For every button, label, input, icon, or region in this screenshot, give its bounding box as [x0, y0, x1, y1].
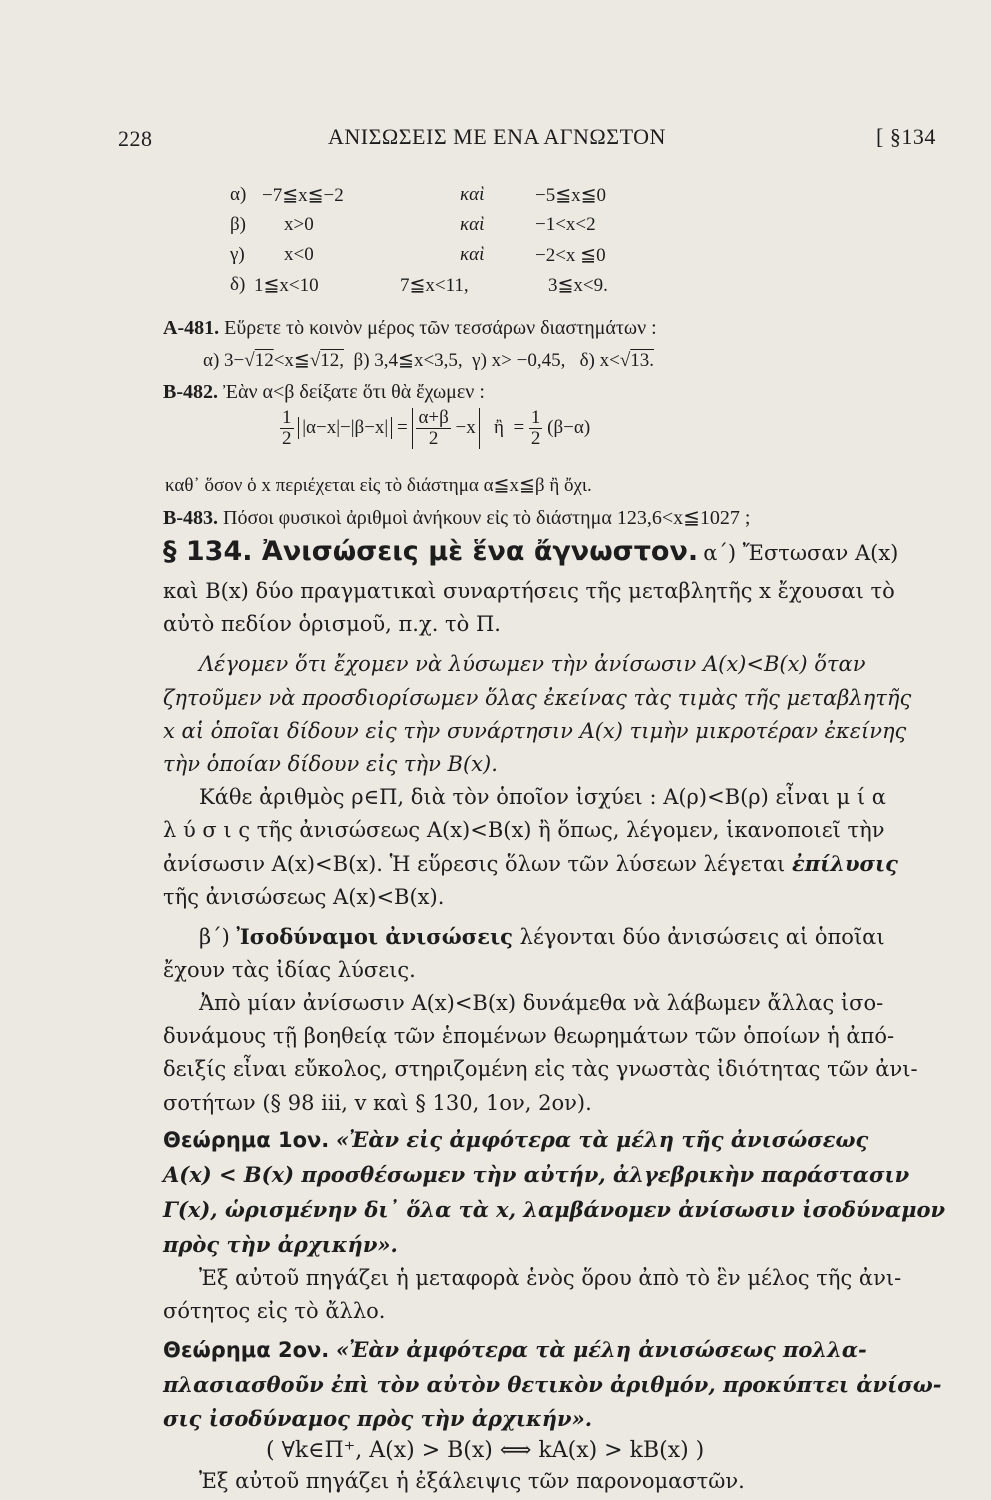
- definition-line: ζητοῦμεν νὰ προσδιορίσωμεν ὅλας ἐκείνας τὰς τιμὰς τῆς μεταβλητῆς: [163, 686, 912, 710]
- equivalent-line: [199, 924, 885, 949]
- exercise-b483: [163, 505, 750, 530]
- fraction-denominator: 2: [428, 427, 439, 449]
- corollary-line: σότητος εἰς τὸ ἄλλο.: [163, 1299, 386, 1323]
- theorem1-line: πρὸς τὴν ἀρχικήν».: [163, 1232, 398, 1257]
- fraction: [280, 408, 294, 449]
- pair-left: x>0: [284, 214, 314, 235]
- paragraph-line: δειξίς εἶναι εὔκολος, στηριζομένη εἰς τὰς γνωστὰς ἰδιότητας τῶν ἀνι-: [163, 1057, 918, 1081]
- paragraph-line: σοτήτων (§ 98 iii, v καὶ § 130, 1ον, 2ον).: [163, 1091, 592, 1115]
- pair-label: β): [230, 214, 246, 235]
- theorem-text: «Ἐὰν εἰς ἀμφότερα τὰ μέλη τῆς ἀνισώσεως: [335, 1127, 869, 1152]
- pair-label: δ): [230, 274, 246, 295]
- solution-line: [163, 851, 898, 876]
- equivalent-line: ἔχουν τὰς ἰδίας λύσεις.: [163, 958, 416, 982]
- theorem2-line: πλασιασθοῦν ἐπὶ τὸν αὐτὸν θετικὸν ἀριθμόν, προκύπτει ἀνίσω-: [163, 1372, 942, 1397]
- solution-line: Κάθε ἀριθμὸς ρ∈Π, διὰ τὸν ὁποῖον ἰσχύει : A(ρ)<B(ρ) εἶναι μ ί α: [199, 785, 886, 809]
- exercise-text: Πόσοι φυσικοὶ ἀριθμοὶ ἀνήκουν εἰς τὸ διάστημα 123,6<x≦1027 ;: [223, 507, 751, 529]
- exercise-b482-tail: καθ᾽ ὅσον ὁ x περιέχεται εἰς τὸ διάστημα α≦x≦β ἢ ὄχι.: [165, 475, 592, 496]
- pair-right: −1<x<2: [535, 214, 596, 235]
- sqrt-icon: √: [619, 350, 631, 371]
- exercise-b482: [163, 381, 485, 404]
- corollary-line: Ἐξ αὐτοῦ πηγάζει ἡ μεταφορὰ ἑνὸς ὅρου ἀπὸ τὸ ἓν μέλος τῆς ἀνι-: [199, 1266, 902, 1290]
- solution-line: τῆς ἀνισώσεως A(x)<B(x).: [163, 885, 445, 909]
- paragraph-line: Ἀπὸ μίαν ἀνίσωσιν A(x)<B(x) δυνάμεθα νὰ λάβωμεν ἄλλας ἰσο-: [199, 991, 884, 1015]
- pair-left: x<0: [284, 244, 314, 265]
- radicand: 12,: [320, 350, 345, 371]
- running-title: ΑΝΙΣΩΣΕΙΣ ΜΕ ΕΝΑ ΑΓΝΩΣΤΟΝ: [328, 124, 666, 149]
- fraction-numerator: 1: [530, 407, 541, 428]
- item-text: −x: [455, 416, 476, 438]
- section-heading-line: [163, 536, 898, 567]
- equals-sign: =: [396, 416, 408, 438]
- pair-right: −5≦x≦0: [535, 185, 607, 206]
- item-label: β΄): [199, 925, 230, 949]
- section-reference: [ §134: [876, 124, 936, 149]
- corollary-line: Ἐξ αὐτοῦ πηγάζει ἡ ἐξάλειψις τῶν παρονομαστῶν.: [199, 1469, 745, 1493]
- pair-label: γ): [230, 244, 245, 265]
- equivalent-text: λέγονται δύο ἀνισώσεις αἱ ὁποῖαι: [519, 925, 885, 949]
- section-line: καὶ B(x) δύο πραγματικαὶ συναρτήσεις τῆς μεταβλητῆς x ἔχουσαι τὸ: [163, 579, 895, 603]
- absolute-expression: |α−x|−|β−x|: [298, 417, 392, 439]
- theorem2-line: [163, 1337, 867, 1362]
- item-text: <x≦: [273, 350, 310, 371]
- section-line: αὐτὸ πεδίον ὁρισμοῦ, π.χ. τὸ Π.: [163, 612, 501, 636]
- fraction-numerator: α+β: [418, 407, 449, 428]
- item-text: (β−α): [547, 416, 591, 438]
- definition-line: Λέγομεν ὅτι ἔχομεν νὰ λύσωμεν τὴν ἀνίσωσιν A(x)<B(x) ὅταν: [199, 652, 866, 676]
- pair-conj: καὶ: [460, 214, 485, 235]
- item-text: δ) x<: [579, 350, 620, 371]
- pair-label: α): [230, 184, 247, 205]
- exercise-number: A-481.: [163, 317, 220, 339]
- pair-right: 3≦x<9.: [548, 275, 608, 296]
- fraction-denominator: 2: [530, 427, 541, 449]
- exercise-text: Ἐὰν α<β δείξατε ὅτι θὰ ἔχωμεν :: [223, 381, 485, 403]
- term-epilysis: ἐπίλυσις: [791, 851, 898, 876]
- paragraph-line: δυνάμους τῇ βοηθείᾳ τῶν ἑπομένων θεωρημάτων τῶν ὁποίων ἡ ἀπό-: [163, 1024, 895, 1048]
- definition-line: τὴν ὁποίαν δίδουν εἰς τὴν B(x).: [163, 752, 498, 776]
- fraction-denominator: 2: [282, 427, 292, 449]
- item-text: γ) x> −0,45,: [472, 350, 566, 371]
- sqrt-icon: √: [309, 350, 321, 371]
- exercise-number: B-482.: [163, 381, 218, 403]
- item-text: β) 3,4≦x<3,5,: [353, 350, 463, 371]
- item-text: 3−: [224, 350, 245, 371]
- absolute-fraction: [412, 408, 479, 449]
- sqrt-icon: √: [244, 350, 255, 371]
- pair-right: −2<x ≦0: [535, 245, 606, 266]
- exercise-text: Εὕρετε τὸ κοινὸν μέρος τῶν τεσσάρων διαστημάτων :: [224, 317, 657, 339]
- fraction-numerator: 1: [282, 407, 292, 428]
- item-label: α): [203, 350, 220, 371]
- section-title: § 134. Ἀνισώσεις μὲ ἕνα ἄγνωστον.: [163, 536, 699, 567]
- exercise-a481: [163, 317, 657, 340]
- solution-line: λ ύ σ ι ς τῆς ἀνισώσεως A(x)<B(x) ἢ ὅπως, λέγομεν, ἱκανοποιεῖ τὴν: [163, 818, 885, 842]
- theorem2-line: σις ἰσοδύναμος πρὸς τὴν ἀρχικήν».: [163, 1406, 593, 1431]
- theorem2-formula: ( ∀k∈Π⁺, A(x) > B(x) ⟺ kA(x) > kB(x) ): [266, 1438, 705, 1463]
- pair-conj: 7≦x<11,: [400, 275, 469, 296]
- theorem1-line: [163, 1127, 868, 1152]
- exercise-b482-formula: [280, 408, 590, 449]
- pair-left: 1≦x<10: [254, 275, 319, 296]
- theorem1-line: A(x) < B(x) προσθέσωμεν τὴν αὐτήν, ἀλγεβρικὴν παράστασιν: [163, 1162, 910, 1187]
- radicand: 12: [254, 350, 274, 371]
- term-equivalent: Ἰσοδύναμοι ἀνισώσεις: [236, 924, 513, 949]
- theorem1-line: Γ(x), ὡρισμένην δι᾽ ὅλα τὰ x, λαμβάνομεν ἀνίσωσιν ἰσοδύναμον: [163, 1197, 946, 1222]
- pair-conj: καὶ: [460, 244, 485, 265]
- page-number: 228: [118, 126, 153, 151]
- exercise-a481-items: [203, 349, 654, 372]
- solution-text: ἀνίσωσιν A(x)<B(x). Ἡ εὕρεσις ὅλων τῶν λύσεων λέγεται: [163, 852, 786, 876]
- equals-sign: =: [513, 416, 525, 438]
- section-first-text: α΄) Ἔστωσαν A(x): [703, 541, 899, 565]
- pair-conj: καὶ: [460, 184, 485, 205]
- theorem-label: Θεώρημα 1ον.: [163, 1128, 330, 1152]
- pair-left: −7≦x≦−2: [262, 185, 344, 206]
- definition-line: x αἱ ὁποῖαι δίδουν εἰς τὴν συνάρτησιν A(x) τιμὴν μικροτέραν ἐκείνης: [163, 719, 907, 743]
- or-word: ἢ: [494, 416, 504, 438]
- fraction: [529, 408, 543, 449]
- exercise-number: B-483.: [163, 507, 218, 529]
- radicand: 13.: [630, 350, 655, 371]
- theorem-label: Θεώρημα 2ον.: [163, 1338, 330, 1362]
- theorem-text: «Ἐὰν ἀμφότερα τὰ μέλη ἀνισώσεως πολλα-: [335, 1337, 867, 1362]
